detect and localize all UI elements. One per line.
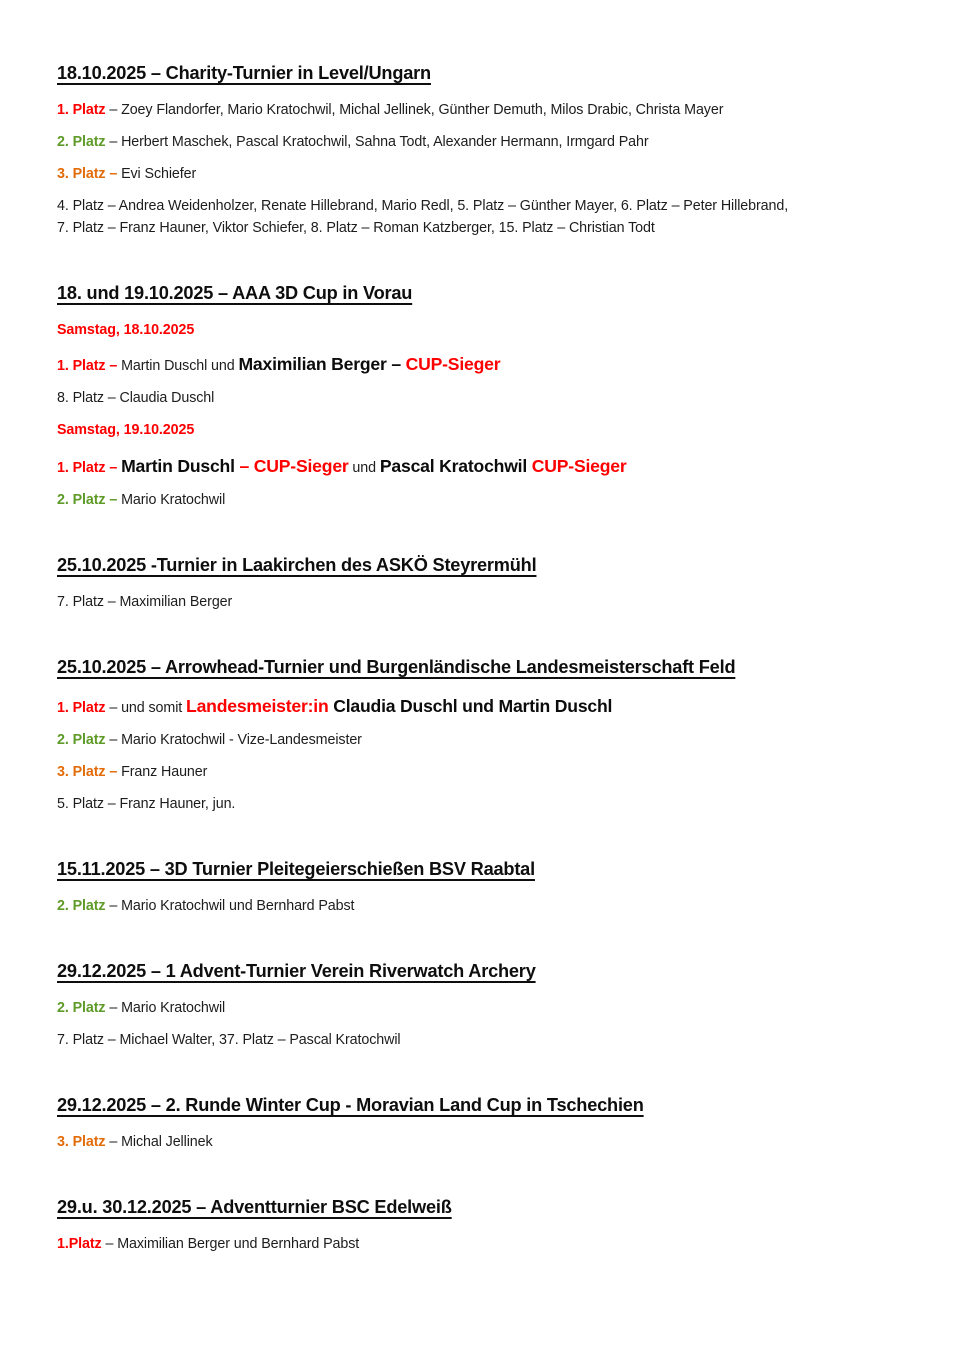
- result-line: [57, 131, 909, 153]
- section-heading: 18.10.2025 – Charity-Turnier in Level/Ungarn: [57, 63, 431, 83]
- text-line: [57, 1233, 909, 1255]
- result-line: [57, 761, 909, 783]
- text-line: [57, 319, 909, 341]
- text-line: [57, 217, 909, 239]
- text-line: [57, 895, 909, 917]
- text-line: [57, 351, 909, 377]
- text-line: [57, 729, 909, 751]
- rank-label: 1.Platz: [57, 1236, 102, 1252]
- result-line: [57, 1029, 909, 1051]
- text-segment: – Mario Kratochwil: [105, 1000, 226, 1016]
- text-segment: – Michal Jellinek: [105, 1134, 213, 1150]
- result-line: [57, 99, 909, 121]
- tournament-section: [57, 654, 909, 815]
- text-segment: 8. Platz – Claudia Duschl: [57, 390, 215, 406]
- result-line: [57, 195, 909, 239]
- text-line: [57, 387, 909, 409]
- text-line: [57, 163, 909, 185]
- text-segment: Mario Kratochwil: [117, 492, 226, 508]
- rank-label: 2. Platz: [57, 1000, 106, 1016]
- result-line: [57, 489, 909, 511]
- result-line: [57, 351, 909, 377]
- text-line: [57, 489, 909, 511]
- text-line: [57, 793, 909, 815]
- text-line: [57, 591, 909, 613]
- text-segment: Maximilian Berger –: [238, 354, 406, 374]
- text-segment: Pascal Kratochwil: [379, 456, 532, 476]
- section-heading: 29.12.2025 – 2. Runde Winter Cup - Moravian Land Cup in Tschechien: [57, 1095, 644, 1115]
- result-line: [57, 1233, 909, 1255]
- text-segment: 7. Platz – Franz Hauner, Viktor Schiefer, 8. Platz – Roman Katzberger, 15. Platz – Christian Todt: [57, 220, 655, 236]
- text-line: [57, 997, 909, 1019]
- result-line: [57, 591, 909, 613]
- result-line: [57, 419, 909, 441]
- text-segment: Landesmeister:in: [186, 696, 329, 716]
- date-label: Samstag, 19.10.2025: [57, 422, 195, 438]
- rank-label: 2. Platz: [57, 898, 106, 914]
- section-heading: 29.12.2025 – 1 Advent-Turnier Verein Riverwatch Archery: [57, 961, 536, 981]
- tournament-section: [57, 1194, 909, 1255]
- result-line: [57, 387, 909, 409]
- text-line: [57, 761, 909, 783]
- text-segment: – Mario Kratochwil - Vize-Landesmeister: [105, 732, 362, 748]
- rank-label: 3. Platz –: [57, 166, 118, 182]
- text-segment: 7. Platz – Michael Walter, 37. Platz – Pascal Kratochwil: [57, 1032, 401, 1048]
- rank-label: 2. Platz –: [57, 492, 118, 508]
- text-line: [57, 1131, 909, 1153]
- result-line: [57, 1131, 909, 1153]
- result-line: [57, 453, 909, 479]
- text-segment: – Herbert Maschek, Pascal Kratochwil, Sahna Todt, Alexander Hermann, Irmgard Pahr: [105, 134, 649, 150]
- text-line: [57, 1029, 909, 1051]
- text-line: [57, 131, 909, 153]
- text-segment: 7. Platz – Maximilian Berger: [57, 594, 233, 610]
- tournament-section: [57, 1092, 909, 1153]
- rank-label: 2. Platz: [57, 732, 106, 748]
- rank-label: 1. Platz –: [57, 460, 122, 476]
- text-segment: Martin Duschl: [121, 456, 240, 476]
- section-heading: 25.10.2025 -Turnier in Laakirchen des ASKÖ Steyrermühl: [57, 555, 537, 575]
- rank-label: 2. Platz: [57, 134, 106, 150]
- text-segment: Evi Schiefer: [117, 166, 197, 182]
- rank-label: 3. Platz –: [57, 764, 118, 780]
- text-line: [57, 693, 909, 719]
- result-line: [57, 895, 909, 917]
- result-line: [57, 163, 909, 185]
- tournament-section: [57, 552, 909, 613]
- text-segment: 4. Platz – Andrea Weidenholzer, Renate Hillebrand, Mario Redl, 5. Platz – Günther Mayer, 6. Platz – Peter Hillebrand,: [57, 198, 789, 214]
- result-line: [57, 729, 909, 751]
- text-segment: – Mario Kratochwil und Bernhard Pabst: [105, 898, 355, 914]
- result-line: [57, 319, 909, 341]
- text-line: [57, 99, 909, 121]
- text-segment: – Maximilian Berger und Bernhard Pabst: [101, 1236, 360, 1252]
- text-segment: CUP-Sieger: [405, 354, 501, 374]
- date-label: Samstag, 18.10.2025: [57, 322, 195, 338]
- tournament-section: [57, 280, 909, 511]
- rank-label: 3. Platz: [57, 1134, 106, 1150]
- text-line: [57, 453, 909, 479]
- tournament-section: [57, 856, 909, 917]
- result-line: [57, 693, 909, 719]
- result-line: [57, 997, 909, 1019]
- rank-label: 1. Platz: [57, 700, 106, 716]
- text-segment: – CUP-Sieger: [239, 456, 349, 476]
- text-segment: 5. Platz – Franz Hauner, jun.: [57, 796, 236, 812]
- section-heading: 15.11.2025 – 3D Turnier Pleitegeierschießen BSV Raabtal: [57, 859, 535, 879]
- result-line: [57, 793, 909, 815]
- text-line: [57, 419, 909, 441]
- text-line: [57, 195, 909, 217]
- text-segment: CUP-Sieger: [531, 456, 627, 476]
- text-segment: Martin Duschl und: [117, 358, 239, 374]
- text-segment: und: [348, 460, 380, 476]
- rank-label: 1. Platz: [57, 102, 106, 118]
- section-heading: 25.10.2025 – Arrowhead-Turnier und Burgenländische Landesmeisterschaft Feld: [57, 657, 736, 677]
- text-segment: – Zoey Flandorfer, Mario Kratochwil, Michal Jellinek, Günther Demuth, Milos Drabic, Christa Mayer: [105, 102, 724, 118]
- section-heading: 29.u. 30.12.2025 – Adventturnier BSC Edelweiß: [57, 1197, 452, 1217]
- text-segment: Claudia Duschl und Martin Duschl: [328, 696, 613, 716]
- tournament-section: [57, 60, 909, 239]
- rank-label: 1. Platz –: [57, 358, 118, 374]
- text-segment: Franz Hauner: [117, 764, 208, 780]
- text-segment: – und somit: [105, 700, 187, 716]
- section-heading: 18. und 19.10.2025 – AAA 3D Cup in Vorau: [57, 283, 413, 303]
- tournament-section: [57, 958, 909, 1051]
